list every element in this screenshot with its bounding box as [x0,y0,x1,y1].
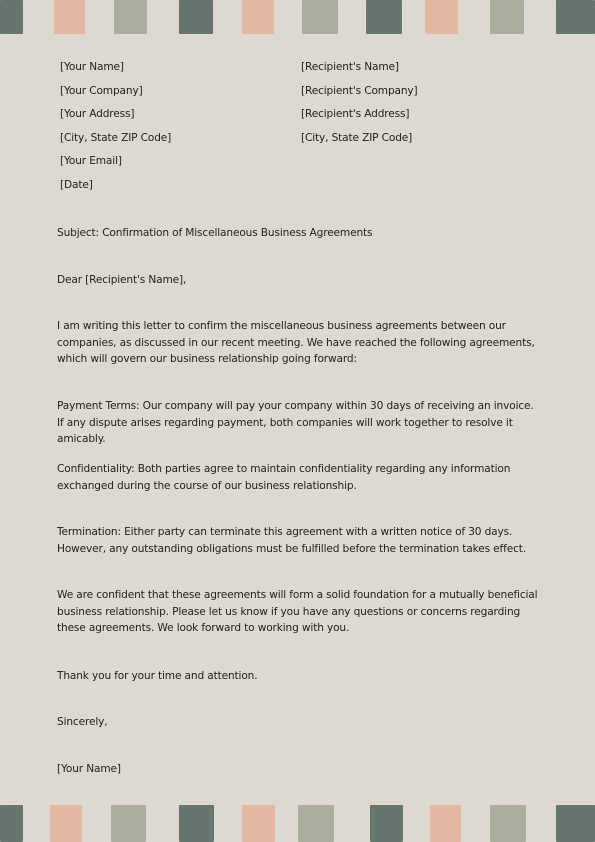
stripe [54,0,85,34]
stripe [370,805,403,842]
stripe [430,805,461,842]
stripe [490,805,526,842]
recipient-company: [Recipient's Company] [301,84,418,97]
stripe [425,0,458,34]
recipient-name: [Recipient's Name] [301,61,399,73]
sender-city: [City, State ZIP Code] [60,131,172,144]
payment-terms-paragraph: Payment Terms: Our company will pay your company within 30 days of receiving an invoice. If any dispute arises regarding payment, both companies will work together to resolve it amicably. [57,400,534,446]
stripe [179,805,214,842]
signature-name: [Your Name] [57,763,121,775]
stripe [242,805,275,842]
sender-name: [Your Name] [60,61,124,73]
salutation: Dear [Recipient's Name], [57,274,187,286]
stripe [366,0,402,34]
termination-paragraph: Termination: Either party can terminate this agreement with a written notice of 30 days. However, any outstanding obligations must be fulfilled before the termination takes effect. [57,526,526,555]
stripe [242,0,274,34]
recipient-address: [Recipient's Address] [301,108,410,120]
stripe [114,0,147,34]
sender-email: [Your Email] [60,155,122,167]
intro-paragraph: I am writing this letter to confirm the miscellaneous business agreements between our companies, as discussed in our recent meeting. We have reached the following agreements, which will govern our business relationship going forward: [57,320,535,366]
subject-line: Subject: Confirmation of Miscellaneous Business Agreements [57,227,373,239]
bottom-decorative-stripes [0,805,595,842]
stripe [179,0,213,34]
stripe [298,805,334,842]
signoff: Sincerely, [57,716,108,728]
closing-paragraph: We are confident that these agreements will form a solid foundation for a mutually beneficial business relationship. Please let us know if you have any questions or concerns regarding these agreements. We look forward to working with you. [57,589,538,635]
sender-address: [Your Address] [60,108,135,120]
stripe [302,0,338,34]
sender-block [60,57,171,198]
stripe [111,805,146,842]
recipient-block [301,57,418,151]
confidentiality-paragraph: Confidentiality: Both parties agree to maintain confidentiality regarding any information exchanged during the course of our business relationship. [57,463,511,492]
stripe [556,805,595,842]
recipient-city: [City, State ZIP Code] [301,131,413,144]
stripe [490,0,524,34]
letter-date: [Date] [60,178,93,191]
stripe [0,0,23,34]
top-decorative-stripes [0,0,595,34]
stripe [556,0,595,34]
sender-company: [Your Company] [60,84,143,97]
stripe [0,805,23,842]
thanks-line: Thank you for your time and attention. [57,670,258,682]
stripe [50,805,82,842]
